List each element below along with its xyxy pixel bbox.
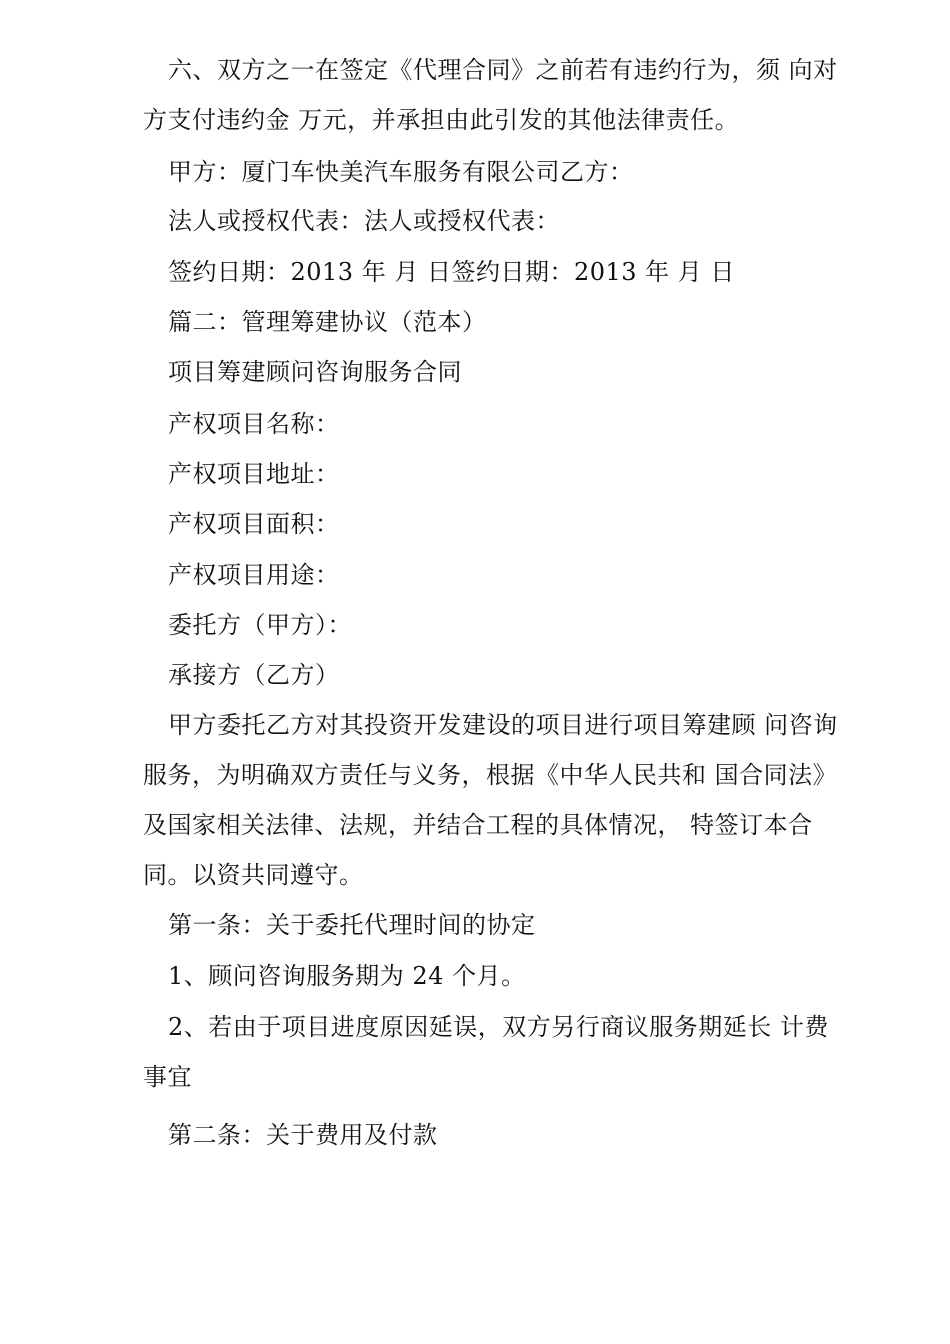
client-party-field: 委托方（甲方）：	[168, 611, 352, 639]
contract-title: 项目筹建顾问咨询服务合同	[168, 358, 462, 386]
preamble-line-4: 同。以资共同遵守。	[143, 861, 364, 889]
article-one-item-2-line-1: 2、若由于项目进度原因延误，双方另行商议服务期延长 计费	[168, 1013, 829, 1041]
preamble-line-3: 及国家相关法律、法规，并结合工程的具体情况， 特签订本合	[143, 811, 813, 839]
project-use-field: 产权项目用途：	[168, 561, 340, 589]
article-one-heading: 第一条：关于委托代理时间的协定	[168, 911, 536, 939]
signing-date-line: 签约日期：2013 年 月 日签约日期：2013 年 月 日	[168, 258, 735, 286]
clause-six-line-2: 方支付违约金 万元，并承担由此引发的其他法律责任。	[143, 106, 740, 134]
representative-line: 法人或授权代表：法人或授权代表：	[168, 207, 560, 235]
article-one-item-2-line-2: 事宜	[143, 1063, 192, 1091]
project-name-field: 产权项目名称：	[168, 410, 340, 438]
section-two-heading: 篇二：管理筹建协议（范本）	[168, 308, 487, 336]
project-address-field: 产权项目地址：	[168, 460, 340, 488]
contractor-party-field: 承接方（乙方）	[168, 661, 340, 689]
project-area-field: 产权项目面积：	[168, 510, 340, 538]
article-one-item-1: 1、顾问咨询服务期为 24 个月。	[168, 962, 526, 990]
party-names-line: 甲方：厦门车快美汽车服务有限公司乙方：	[168, 158, 634, 186]
article-two-heading: 第二条：关于费用及付款	[168, 1121, 438, 1149]
preamble-line-2: 服务，为明确双方责任与义务，根据《中华人民共和 国合同法》	[143, 761, 838, 789]
clause-six-line-1: 六、双方之一在签定《代理合同》之前若有违约行为，须 向对	[168, 56, 838, 84]
preamble-line-1: 甲方委托乙方对其投资开发建设的项目进行项目筹建顾 问咨询	[168, 711, 838, 739]
